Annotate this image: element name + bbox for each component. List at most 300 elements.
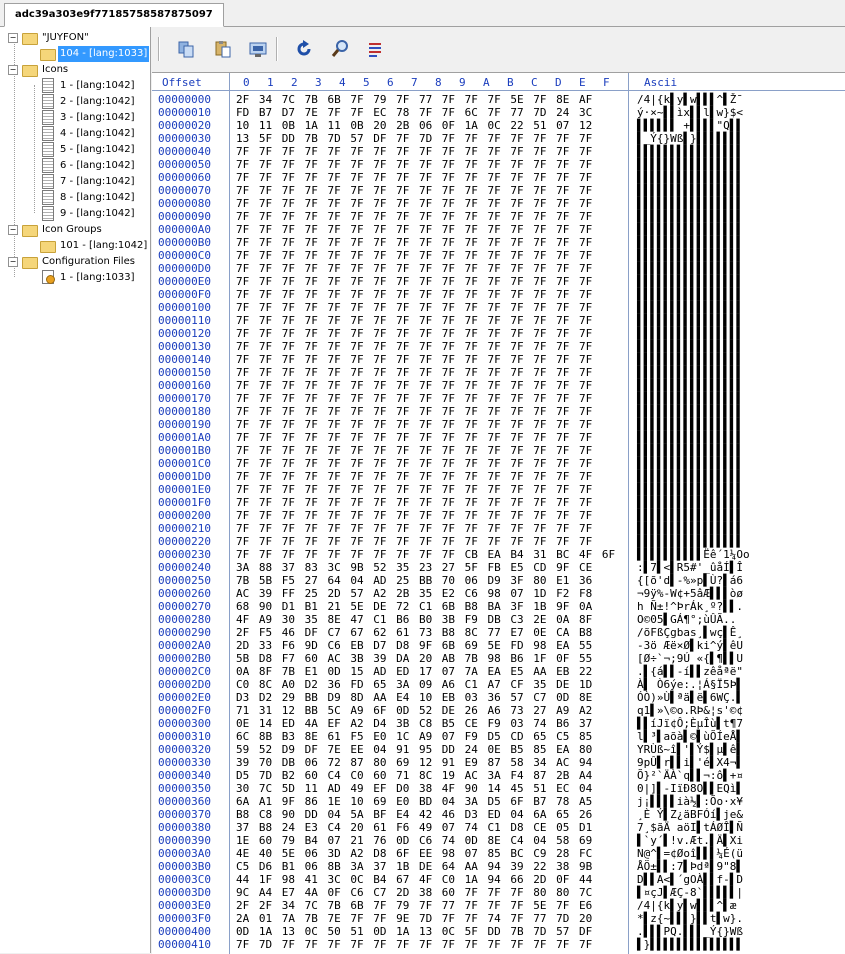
row-ascii[interactable]: ÅÖ±▌▌:7▌Þdª▌9"8▌ (637, 860, 743, 873)
row-ascii[interactable]: q1▌»\©o.RÞ&¦s'©¢ (637, 704, 743, 717)
row-ascii[interactable]: ▌▌▌▌▌▌▌▌▌▌▌▌▌▌▌▌ (637, 353, 743, 366)
row-ascii[interactable]: h Ñ±!^ÞrÁk¸º?▌▌. (637, 600, 743, 613)
row-ascii[interactable]: ▌▌▌▌▌▌▌▌▌▌Ëê´1¼Oo (637, 548, 750, 561)
folder-icon (22, 222, 38, 236)
byte-column-header: 8 (435, 76, 442, 89)
folder-icon (40, 46, 56, 60)
hex-row[interactable] (152, 158, 845, 171)
hex-row[interactable] (152, 444, 845, 457)
hex-row[interactable] (152, 652, 845, 665)
hex-row[interactable] (152, 431, 845, 444)
row-bytes[interactable]: 7F 7F 7F 7F 7F 7F 7F 7F 7F 7F 7F 7F 7F 7F 7F 7F (236, 145, 593, 158)
row-ascii[interactable]: À▌ Ò6ýe:.¦Á§Ï5Þ▌ (637, 678, 743, 691)
row-offset: 00000060 (158, 171, 211, 184)
row-offset: 00000370 (158, 808, 211, 821)
tree-label: 9 - [lang:1042] (60, 208, 135, 219)
row-ascii[interactable]: ▌▌▌▌▌▌▌▌▌▌▌▌▌▌▌▌ (637, 184, 743, 197)
row-bytes[interactable]: 1E 60 79 B4 07 21 76 0D C6 74 0D 8E C4 04 58 69 (236, 834, 593, 847)
row-offset: 000001E0 (158, 483, 211, 496)
row-ascii[interactable]: ▌▌▌▌▌▌▌▌▌▌▌▌▌▌▌▌ (637, 392, 743, 405)
row-offset: 00000020 (158, 119, 211, 132)
hex-row[interactable] (152, 366, 845, 379)
hex-row[interactable] (152, 769, 845, 782)
tree-label: Icons (42, 64, 69, 75)
row-offset: 000003E0 (158, 899, 211, 912)
row-bytes[interactable]: 7F 7F 7F 7F 7F 7F 7F 7F 7F 7F 7F 7F 7F 7F 7F 7F (236, 431, 593, 444)
document-icon (40, 78, 56, 92)
tree-label: 1 - [lang:1042] (60, 80, 135, 91)
row-offset: 00000360 (158, 795, 211, 808)
row-bytes[interactable]: FD B7 D7 7E 7F 7F EC 78 7F 7F 6C 7F 77 7D 24 3C (236, 106, 593, 119)
hex-row[interactable] (152, 808, 845, 821)
row-ascii[interactable]: /4|{k▌y▌w▌▌▌^▌æ (637, 899, 737, 912)
row-bytes[interactable]: 7F 7F 7F 7F 7F 7F 7F 7F 7F 7F 7F 7F 7F 7F 7F 7F (236, 470, 593, 483)
find-icon[interactable] (330, 39, 350, 59)
row-bytes[interactable]: 2F 2F 34 7C 7B 6B 7F 79 7F 77 7F 7F 7F 5E 7F E6 (236, 899, 593, 912)
collapse-icon[interactable]: − (9, 225, 17, 234)
collapse-icon[interactable]: − (9, 257, 17, 266)
hex-row[interactable] (152, 275, 845, 288)
hex-row[interactable] (152, 834, 845, 847)
row-ascii[interactable]: *▌z{~▌▌▌}▌▌t▌w}. (637, 912, 743, 925)
row-ascii[interactable]: {[õ'd▌-%»p▌Ù?▌á6 (637, 574, 743, 587)
row-bytes[interactable]: 7F 7F 7F 7F 7F 7F 7F 7F 7F 7F 7F 7F 7F 7F 7F 7F (236, 236, 593, 249)
hex-row[interactable] (152, 93, 845, 106)
resource-tree[interactable] (0, 27, 151, 953)
row-bytes[interactable]: 7F 7F 7F 7F 7F 7F 7F 7F 7F 7F 7F 7F 7F 7F 7F 7F (236, 158, 593, 171)
row-bytes[interactable]: C5 D6 B1 06 8B 3A 37 1B DE 64 AA 94 39 22 38 9B (236, 860, 593, 873)
row-offset: 00000220 (158, 535, 211, 548)
row-offset: 00000080 (158, 197, 211, 210)
report-icon[interactable] (365, 39, 385, 59)
row-offset: 00000330 (158, 756, 211, 769)
row-ascii[interactable]: ▌▌íJï¢Ô;ÈµÎù▌t¶7 (637, 717, 743, 730)
row-bytes[interactable]: C0 8C A0 D2 36 FD 65 3A 09 A6 C1 A7 CF 35 DE 1D (236, 678, 593, 691)
tree-label: 101 - [lang:1042] (60, 240, 148, 251)
row-bytes[interactable]: 6C 8B B3 8E 61 F5 E0 1C A9 07 F9 D5 CD 65 C5 85 (236, 730, 593, 743)
row-bytes[interactable]: 7F 7F 7F 7F 7F 7F 7F 7F 7F 7F CB EA B4 31 BC 4F 6F (236, 548, 616, 561)
row-bytes[interactable]: 7F 7F 7F 7F 7F 7F 7F 7F 7F 7F 7F 7F 7F 7F 7F 7F (236, 288, 593, 301)
row-bytes[interactable]: 7F 7F 7F 7F 7F 7F 7F 7F 7F 7F 7F 7F 7F 7F 7F 7F (236, 392, 593, 405)
hex-row[interactable] (152, 314, 845, 327)
row-ascii[interactable]: ÓÒ)»Ù▌ªä▌ë▌6WÇ.▌ (637, 691, 743, 704)
row-bytes[interactable]: D5 7D B2 60 C4 C0 60 71 8C 19 AC 3A F4 87 2B A4 (236, 769, 593, 782)
row-ascii[interactable]: .▌▌▌PQ.▌▌▌_Ý{}Wß (637, 925, 743, 938)
row-ascii[interactable]: ▌}▌▌▌▌▌▌▌▌▌▌▌▌▌▌ (637, 938, 743, 951)
hex-row[interactable] (152, 236, 845, 249)
row-offset: 00000050 (158, 158, 211, 171)
hex-row[interactable] (152, 132, 845, 145)
row-ascii[interactable]: ▌▌▌▌▌▌▌▌▌▌▌▌▌▌▌▌ (637, 522, 743, 535)
row-offset: 000002D0 (158, 678, 211, 691)
folder-icon (40, 238, 56, 252)
row-bytes[interactable]: 10 11 0B 1A 11 0B 20 2B 06 0F 1A 0C 22 51 07 12 (236, 119, 593, 132)
row-bytes[interactable]: 7F 7F 7F 7F 7F 7F 7F 7F 7F 7F 7F 7F 7F 7F 7F 7F (236, 210, 593, 223)
row-bytes[interactable]: 7F 7F 7F 7F 7F 7F 7F 7F 7F 7F 7F 7F 7F 7F 7F 7F (236, 379, 593, 392)
document-icon (40, 206, 56, 220)
hex-row[interactable] (152, 548, 845, 561)
collapse-icon[interactable]: − (9, 33, 17, 42)
row-offset: 000002A0 (158, 639, 211, 652)
hex-row[interactable] (152, 535, 845, 548)
row-bytes[interactable]: 7F 7F 7F 7F 7F 7F 7F 7F 7F 7F 7F 7F 7F 7F 7F 7F (236, 483, 593, 496)
row-bytes[interactable]: 59 52 D9 DF 7E EE 04 91 95 DD 24 0E B5 85 EA 80 (236, 743, 593, 756)
row-bytes[interactable]: 7F 7F 7F 7F 7F 7F 7F 7F 7F 7F 7F 7F 7F 7F 7F 7F (236, 405, 593, 418)
offset-header: Offset (162, 76, 202, 89)
row-offset: 000003A0 (158, 847, 211, 860)
row-ascii[interactable]: ▌▌▌▌▌▌▌▌▌▌▌▌▌▌▌▌ (637, 509, 743, 522)
hex-row[interactable] (152, 704, 845, 717)
hex-row[interactable] (152, 522, 845, 535)
byte-column-header: 3 (315, 76, 322, 89)
row-bytes[interactable]: 0D 1A 13 0C 50 51 0D 1A 13 0C 5F DD 7B 7D 57 DF (236, 925, 593, 938)
collapse-icon[interactable]: − (9, 65, 17, 74)
hex-row[interactable] (152, 184, 845, 197)
row-ascii[interactable]: [Ø÷`¬;9Ú «{▌¶▌▌U (637, 652, 743, 665)
folder-icon (22, 254, 38, 268)
row-offset: 000000F0 (158, 288, 211, 301)
byte-column-header: E (579, 76, 586, 89)
row-bytes[interactable]: 4F A9 30 35 8E 47 C1 B6 B0 3B F9 DB C3 2E 0A 8F (236, 613, 593, 626)
hex-row[interactable] (152, 340, 845, 353)
row-offset: 00000200 (158, 509, 211, 522)
hex-row[interactable] (152, 860, 845, 873)
row-bytes[interactable]: 7F 7F 7F 7F 7F 7F 7F 7F 7F 7F 7F 7F 7F 7F 7F 7F (236, 249, 593, 262)
row-ascii[interactable]: YRÙß~î▌'▌Ý$▌µ▌ê▌ (637, 743, 743, 756)
row-bytes[interactable]: 7F 7F 7F 7F 7F 7F 7F 7F 7F 7F 7F 7F 7F 7F 7F 7F (236, 301, 593, 314)
hex-row[interactable] (152, 223, 845, 236)
row-offset: 00000120 (158, 327, 211, 340)
row-bytes[interactable]: 7F 7F 7F 7F 7F 7F 7F 7F 7F 7F 7F 7F 7F 7F 7F 7F (236, 535, 593, 548)
hex-row[interactable] (152, 613, 845, 626)
row-bytes[interactable]: 2F F5 46 DF C7 67 62 61 73 B8 8C 77 E7 0E CA B8 (236, 626, 593, 639)
row-bytes[interactable]: 7F 7F 7F 7F 7F 7F 7F 7F 7F 7F 7F 7F 7F 7F 7F 7F (236, 509, 593, 522)
row-bytes[interactable]: 7F 7F 7F 7F 7F 7F 7F 7F 7F 7F 7F 7F 7F 7F 7F 7F (236, 223, 593, 236)
row-offset: 000003F0 (158, 912, 211, 925)
row-ascii[interactable]: Õ}²`ÄÀ`q▌▌¬:ô▌+¤ (637, 769, 743, 782)
hex-row[interactable] (152, 730, 845, 743)
row-bytes[interactable]: AC 39 FF 25 2D 57 A2 2B 35 E2 C6 98 07 1D F2 F8 (236, 587, 593, 600)
hex-row[interactable] (152, 574, 845, 587)
row-offset: 00000250 (158, 574, 211, 587)
row-ascii[interactable]: .▌{á▌▌-í▌▌zêåªë" (637, 665, 743, 678)
hex-row[interactable] (152, 457, 845, 470)
hex-row[interactable] (152, 483, 845, 496)
row-ascii[interactable]: j¡▌▌▌▌ià½▌:Õo·x¥ (637, 795, 743, 808)
byte-column-header: 2 (291, 76, 298, 89)
row-bytes[interactable]: 0A 8F 7B E1 0D 15 AD ED 17 07 7A EA E5 AA EB 22 (236, 665, 593, 678)
row-ascii[interactable]: ▌▌▌▌▌▌▌▌▌▌▌▌▌▌▌▌ (637, 379, 743, 392)
tree-label: "JUYFON" (42, 32, 89, 43)
row-bytes[interactable]: D3 D2 29 BB D9 8D AA E4 10 EB 03 36 57 C7 0D 8E (236, 691, 593, 704)
row-bytes[interactable]: 7F 7F 7F 7F 7F 7F 7F 7F 7F 7F 7F 7F 7F 7F 7F 7F (236, 522, 593, 535)
copy-icon[interactable] (176, 39, 196, 59)
hex-row[interactable] (152, 925, 845, 938)
byte-column-header: 4 (339, 76, 346, 89)
document-icon (40, 94, 56, 108)
row-ascii[interactable]: ▌▌▌▌▌▌▌▌▌▌▌▌▌▌▌▌ (637, 366, 743, 379)
row-ascii[interactable]: :▌7▌<▌R5#'_ûåÍ▌Î (637, 561, 743, 574)
row-bytes[interactable]: 6A A1 9F 86 1E 10 69 E0 BD 04 3A D5 6F B7 78 A5 (236, 795, 593, 808)
row-ascii[interactable]: ▌▌▌▌▌▌▌▌▌▌▌▌▌▌▌▌ (637, 444, 743, 457)
export-icon[interactable] (248, 39, 268, 59)
tree-line (34, 85, 35, 213)
row-ascii[interactable]: N@^▌=¢Øoî▌▌▌¼É(ü (637, 847, 743, 860)
row-ascii[interactable]: ▌▌▌▌▌▌▌▌▌▌▌▌▌▌▌▌ (637, 535, 743, 548)
hex-row[interactable] (152, 210, 845, 223)
hex-row[interactable] (152, 912, 845, 925)
row-bytes[interactable]: 7F 7F 7F 7F 7F 7F 7F 7F 7F 7F 7F 7F 7F 7F 7F 7F (236, 340, 593, 353)
row-ascii[interactable]: ▌▌▌▌▌▌▌▌▌▌▌▌▌▌▌▌ (637, 275, 743, 288)
row-offset: 00000310 (158, 730, 211, 743)
row-ascii[interactable]: ¬9ÿ%-W¢+5âÆ▌▌▌òø (637, 587, 743, 600)
hex-row[interactable] (152, 379, 845, 392)
row-ascii[interactable]: 9pÛ▌r▌▌i▌'é▌X4¬▌ (637, 756, 743, 769)
hex-row[interactable] (152, 600, 845, 613)
row-offset: 00000160 (158, 379, 211, 392)
row-bytes[interactable]: 7F 7F 7F 7F 7F 7F 7F 7F 7F 7F 7F 7F 7F 7F 7F 7F (236, 184, 593, 197)
tab-file[interactable]: adc39a303e9f77185758587875097 (4, 3, 224, 27)
row-ascii[interactable]: 7¸$ãÄ aöI▌tÁØÎ▌Ñ (637, 821, 743, 834)
byte-column-header: 7 (411, 76, 418, 89)
tree-label-selected: 104 - [lang:1033] (58, 46, 149, 62)
hex-row[interactable] (152, 886, 845, 899)
hex-row[interactable] (152, 782, 845, 795)
row-offset: 000001B0 (158, 444, 211, 457)
row-offset: 00000180 (158, 405, 211, 418)
row-offset: 000001F0 (158, 496, 211, 509)
row-bytes[interactable]: 37 B8 24 E3 C4 20 61 F6 49 07 74 C1 D8 CE 05 D1 (236, 821, 593, 834)
row-offset: 000000B0 (158, 236, 211, 249)
row-ascii[interactable]: ▌_Ý{}Wß▌}▌▌▌▌▌▌▌ (637, 132, 743, 145)
row-bytes[interactable]: B8 C8 90 DD 04 5A BF E4 42 46 D3 ED 04 6A 65 26 (236, 808, 593, 821)
row-ascii[interactable]: O©05▌GÁ¶°;ùÛÃ.. (637, 613, 737, 626)
hex-row[interactable] (152, 795, 845, 808)
row-bytes[interactable]: 44 1F 98 41 3C 0C B4 67 4F C0 1A 94 66 2D 0F 44 (236, 873, 593, 886)
row-bytes[interactable]: 7F 7F 7F 7F 7F 7F 7F 7F 7F 7F 7F 7F 7F 7F 7F 7F (236, 444, 593, 457)
byte-column-header: F (603, 76, 610, 89)
hex-row[interactable] (152, 717, 845, 730)
hex-row[interactable] (152, 171, 845, 184)
row-bytes[interactable]: 39 70 DB 06 72 87 80 69 12 91 E9 87 58 34 AC 94 (236, 756, 593, 769)
row-offset: 00000290 (158, 626, 211, 639)
hex-row[interactable] (152, 392, 845, 405)
row-offset: 00000260 (158, 587, 211, 600)
row-ascii[interactable]: ▌▌▌▌▌▌▌▌▌▌▌▌▌▌▌▌ (637, 483, 743, 496)
row-ascii[interactable]: ▌▌▌▌▌▌▌▌▌▌▌▌▌▌▌▌ (637, 223, 743, 236)
hex-view[interactable] (152, 72, 845, 954)
row-bytes[interactable]: 3A 88 37 83 3C 9B 52 35 23 27 5F FB E5 CD 9F CE (236, 561, 593, 574)
row-bytes[interactable]: 9C A4 E7 4A 0F C6 C7 2D 38 60 7F 7F 7F 80 80 7C (236, 886, 593, 899)
hex-row[interactable] (152, 678, 845, 691)
byte-column-header: C (531, 76, 538, 89)
row-bytes[interactable]: 7F 7F 7F 7F 7F 7F 7F 7F 7F 7F 7F 7F 7F 7F 7F 7F (236, 353, 593, 366)
row-bytes[interactable]: 7F 7F 7F 7F 7F 7F 7F 7F 7F 7F 7F 7F 7F 7F 7F 7F (236, 457, 593, 470)
row-offset: 000002E0 (158, 691, 211, 704)
row-ascii[interactable]: ▌▌▌▌▌▌▌▌▌▌▌▌▌▌▌▌ (637, 158, 743, 171)
row-ascii[interactable]: ▌¤çJ▌ÆÇ-8`▌▌▌▌▌| (637, 886, 743, 899)
hex-row[interactable] (152, 405, 845, 418)
paste-icon[interactable] (213, 39, 233, 59)
row-offset: 00000340 (158, 769, 211, 782)
row-ascii[interactable]: ▌▌▌▌▌▌▌▌▌▌▌▌▌▌▌▌ (637, 418, 743, 431)
row-offset: 00000350 (158, 782, 211, 795)
row-offset: 000001A0 (158, 431, 211, 444)
hex-row[interactable] (152, 106, 845, 119)
row-ascii[interactable]: ▌▌▌▌▌▌▌▌▌▌▌▌▌▌▌▌ (637, 262, 743, 275)
folder-icon (22, 30, 38, 44)
hex-row[interactable] (152, 496, 845, 509)
tree-line (14, 41, 15, 277)
row-bytes[interactable]: 5B D8 F7 60 AC 3B 39 DA 20 AB 7B 98 B6 1F 0F 55 (236, 652, 593, 665)
row-ascii[interactable]: ▌▌▌▌▌▌▌▌▌▌▌▌▌▌▌▌ (637, 457, 743, 470)
hex-row[interactable] (152, 639, 845, 652)
row-bytes[interactable]: 4E 40 5E 06 3D A2 D8 6F EE 98 07 85 BC C9 28 FC (236, 847, 593, 860)
row-ascii[interactable]: ▌▌▌▌▌▌▌▌▌▌▌▌▌▌▌▌ (637, 496, 743, 509)
tree-label: 6 - [lang:1042] (60, 160, 135, 171)
row-ascii[interactable]: ▌▌▌▌▌▌▌▌▌▌▌▌▌▌▌▌ (637, 327, 743, 340)
row-ascii[interactable]: ▌`y´▌!v.Æt.▌Ä▌Xi (637, 834, 743, 847)
row-offset: 00000190 (158, 418, 211, 431)
document-icon (40, 110, 56, 124)
hex-row[interactable] (152, 561, 845, 574)
row-offset: 000001D0 (158, 470, 211, 483)
row-ascii[interactable]: ▌▌▌▌▌▌▌▌▌▌▌▌▌▌▌▌ (637, 431, 743, 444)
hex-row[interactable] (152, 249, 845, 262)
row-offset: 000003B0 (158, 860, 211, 873)
document-icon (40, 190, 56, 204)
row-ascii[interactable]: ▌▌▌▌▌▌▌▌▌▌▌▌▌▌▌▌ (637, 288, 743, 301)
hex-row[interactable] (152, 470, 845, 483)
row-bytes[interactable]: 30 7C 5D 11 AD 49 EF D0 38 4F 90 14 45 51 EC 04 (236, 782, 593, 795)
row-bytes[interactable]: 7B 5B F5 27 64 04 AD 25 BB 70 06 D9 3F 80 E1 36 (236, 574, 593, 587)
row-bytes[interactable]: 7F 7F 7F 7F 7F 7F 7F 7F 7F 7F 7F 7F 7F 7F 7F 7F (236, 197, 593, 210)
row-offset: 000000E0 (158, 275, 211, 288)
tree-label: Icon Groups (42, 224, 102, 235)
hex-row[interactable] (152, 301, 845, 314)
hex-row[interactable] (152, 353, 845, 366)
tree-label: 8 - [lang:1042] (60, 192, 135, 203)
row-ascii[interactable]: ¸È Ý▌Z¿äBFÓí▌je& (637, 808, 743, 821)
row-bytes[interactable]: 7F 7F 7F 7F 7F 7F 7F 7F 7F 7F 7F 7F 7F 7F 7F 7F (236, 275, 593, 288)
row-offset: 00000210 (158, 522, 211, 535)
row-bytes[interactable]: 0E 14 ED 4A EF A2 D4 3B C8 B5 CE F9 03 74 B6 37 (236, 717, 593, 730)
tree-label: 7 - [lang:1042] (60, 176, 135, 187)
row-ascii[interactable]: -3ö Æë×Ø▌ki^ý▌êU (637, 639, 743, 652)
hex-row[interactable] (152, 756, 845, 769)
row-offset: 00000280 (158, 613, 211, 626)
hex-row[interactable] (152, 509, 845, 522)
row-bytes[interactable]: 7F 7F 7F 7F 7F 7F 7F 7F 7F 7F 7F 7F 7F 7F 7F 7F (236, 327, 593, 340)
hex-row[interactable] (152, 119, 845, 132)
hex-row[interactable] (152, 587, 845, 600)
row-ascii[interactable]: ▌▌▌▌▌▌▌▌▌▌▌▌▌▌▌▌ (637, 314, 743, 327)
row-ascii[interactable]: 0|]▌-IïÐ8O▌▌EQì▌ (637, 782, 743, 795)
row-bytes[interactable]: 71 31 12 BB 5C A9 6F 0D 52 DE 26 A6 73 27 A9 A2 (236, 704, 593, 717)
row-ascii[interactable]: ▌▌▌▌▌▌▌▌▌▌▌▌▌▌▌▌ (637, 340, 743, 353)
row-ascii[interactable]: ▌▌▌▌▌▌▌▌▌▌▌▌▌▌▌▌ (637, 236, 743, 249)
hex-row[interactable] (152, 197, 845, 210)
row-offset: 00000400 (158, 925, 211, 938)
row-bytes[interactable]: 68 90 D1 B1 21 5E DE 72 C1 6B B8 BA 3F 1B 9F 0A (236, 600, 593, 613)
row-ascii[interactable]: l▌³▌aõà▌©▌ùÕÍeÅ▌ (637, 730, 743, 743)
row-offset: 00000240 (158, 561, 211, 574)
row-offset: 00000230 (158, 548, 211, 561)
hex-row[interactable] (152, 821, 845, 834)
document-icon (40, 158, 56, 172)
tree-label: 1 - [lang:1033] (60, 272, 135, 283)
hex-row[interactable] (152, 626, 845, 639)
row-offset: 00000010 (158, 106, 211, 119)
tab-bar (0, 0, 845, 27)
row-offset: 00000390 (158, 834, 211, 847)
row-bytes[interactable]: 2F 34 7C 7B 6B 7F 79 7F 77 7F 7F 7F 5E 7F 8E AF (236, 93, 593, 106)
row-bytes[interactable]: 7F 7F 7F 7F 7F 7F 7F 7F 7F 7F 7F 7F 7F 7F 7F 7F (236, 496, 593, 509)
refresh-icon[interactable] (294, 39, 314, 59)
row-offset: 000003C0 (158, 873, 211, 886)
row-offset: 00000140 (158, 353, 211, 366)
hex-row[interactable] (152, 327, 845, 340)
hex-row[interactable] (152, 418, 845, 431)
row-bytes[interactable]: 13 5F DD 7B 7D 57 DF 7F 7D 7F 7F 7F 7F 7F 7F 7F (236, 132, 593, 145)
tree-label: 4 - [lang:1042] (60, 128, 135, 139)
byte-column-header: 5 (363, 76, 370, 89)
row-bytes[interactable]: 7F 7F 7F 7F 7F 7F 7F 7F 7F 7F 7F 7F 7F 7F 7F 7F (236, 262, 593, 275)
row-bytes[interactable]: 7F 7F 7F 7F 7F 7F 7F 7F 7F 7F 7F 7F 7F 7F 7F 7F (236, 171, 593, 184)
ascii-header: Ascii (644, 76, 678, 89)
row-bytes[interactable]: 2A 01 7A 7B 7E 7F 7F 9E 7D 7F 7F 74 7F 77 7D 20 (236, 912, 593, 925)
hex-row[interactable] (152, 665, 845, 678)
row-bytes[interactable]: 7F 7F 7F 7F 7F 7F 7F 7F 7F 7F 7F 7F 7F 7F 7F 7F (236, 314, 593, 327)
hex-row[interactable] (152, 262, 845, 275)
row-offset: 000002B0 (158, 652, 211, 665)
row-ascii[interactable]: ▌▌▌▌▌▌▌▌▌▌▌▌▌▌▌▌ (637, 249, 743, 262)
row-ascii[interactable]: /4|{k▌y▌w▌▌▌^▌Ž¯ (637, 93, 743, 106)
row-ascii[interactable]: ▌▌▌▌▌▌▌▌▌▌▌▌▌▌▌▌ (637, 301, 743, 314)
row-ascii[interactable]: ▌▌▌▌▌▌▌▌▌▌▌▌▌▌▌▌ (637, 197, 743, 210)
row-ascii[interactable]: ▌▌▌▌▌▌ +▌▌▌▌"Q▌▌ (637, 119, 743, 132)
row-bytes[interactable]: 7F 7F 7F 7F 7F 7F 7F 7F 7F 7F 7F 7F 7F 7F 7F 7F (236, 366, 593, 379)
row-ascii[interactable]: /õFßÇgbas¸▌wç▌Ê¸ (637, 626, 743, 639)
row-bytes[interactable]: 7F 7D 7F 7F 7F 7F 7F 7F 7F 7F 7F 7F 7F 7F 7F 7F (236, 938, 593, 951)
row-ascii[interactable]: ▌▌▌▌▌▌▌▌▌▌▌▌▌▌▌▌ (637, 405, 743, 418)
row-bytes[interactable]: 7F 7F 7F 7F 7F 7F 7F 7F 7F 7F 7F 7F 7F 7F 7F 7F (236, 418, 593, 431)
hex-row[interactable] (152, 938, 845, 951)
document-icon (40, 142, 56, 156)
row-ascii[interactable]: D▌▌A<▌´gOÀ▌▌f-▌D (637, 873, 743, 886)
row-ascii[interactable]: ▌▌▌▌▌▌▌▌▌▌▌▌▌▌▌▌ (637, 171, 743, 184)
row-ascii[interactable]: ▌▌▌▌▌▌▌▌▌▌▌▌▌▌▌▌ (637, 145, 743, 158)
hex-row[interactable] (152, 873, 845, 886)
hex-row[interactable] (152, 145, 845, 158)
header-divider (152, 90, 845, 91)
hex-row[interactable] (152, 691, 845, 704)
row-offset: 00000000 (158, 93, 211, 106)
hex-row[interactable] (152, 847, 845, 860)
row-offset: 000000A0 (158, 223, 211, 236)
hex-row[interactable] (152, 743, 845, 756)
row-ascii[interactable]: ▌▌▌▌▌▌▌▌▌▌▌▌▌▌▌▌ (637, 470, 743, 483)
tree-label: 3 - [lang:1042] (60, 112, 135, 123)
hex-row[interactable] (152, 899, 845, 912)
hex-row[interactable] (152, 288, 845, 301)
row-bytes[interactable]: 2D 33 F6 9D C6 EB D7 D8 9F 6B 69 5E FD 98 EA 55 (236, 639, 593, 652)
row-offset: 00000070 (158, 184, 211, 197)
row-ascii[interactable]: ý·×~▌▌ìx▌▌l▌w}$< (637, 106, 743, 119)
tree-label: Configuration Files (42, 256, 135, 267)
row-offset: 00000030 (158, 132, 211, 145)
row-ascii[interactable]: ▌▌▌▌▌▌▌▌▌▌▌▌▌▌▌▌ (637, 210, 743, 223)
